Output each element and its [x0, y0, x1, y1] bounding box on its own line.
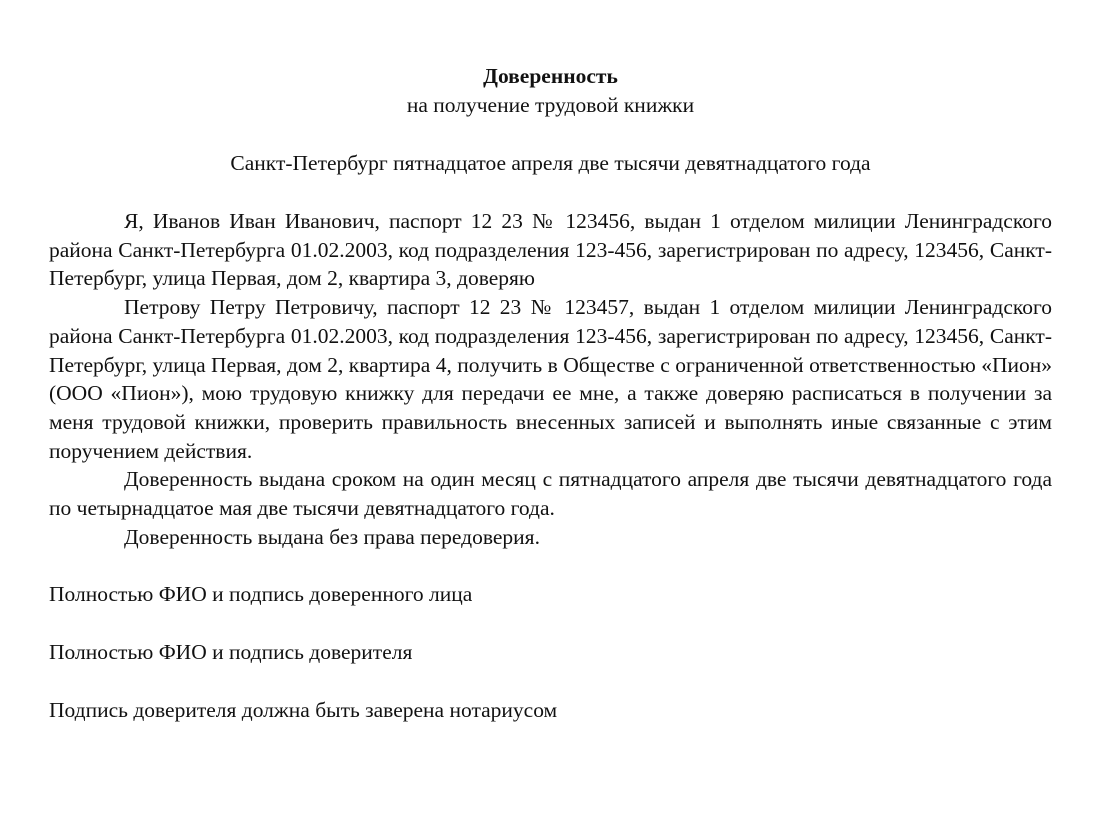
no-substitution-paragraph: Доверенность выдана без права передоверия. [124, 524, 540, 549]
document-title: Доверенность [483, 64, 618, 88]
principal-paragraph: Я, Иванов Иван Иванович, паспорт 12 23 № 123456, выдан 1 отделом милиции Ленинградского района Санкт-Петербурга 01.02.2003, код подразделения 123-456, зарегистрирован по адресу, 123456, Санкт-Петербург, улица Первая, дом 2, квартира 3, доверяю [49, 209, 1052, 291]
representative-signature-line: Полностью ФИО и подпись доверенного лица [49, 582, 473, 607]
document-subtitle: на получение трудовой книжки [406, 93, 695, 117]
notary-note: Подпись доверителя должна быть заверена нотариусом [49, 698, 558, 723]
principal-signature-line: Полностью ФИО и подпись доверителя [49, 640, 413, 665]
validity-paragraph: Доверенность выдана сроком на один месяц с пятнадцатого апреля две тысячи девятнадцатого года по четырнадцатое мая две тысячи девятнадцатого года. [49, 467, 1052, 521]
place-and-date: Санкт-Петербург пятнадцатое апреля две тысячи девятнадцатого года [230, 151, 871, 175]
document-page [49, 62, 1052, 725]
representative-paragraph: Петрову Петру Петровичу, паспорт 12 23 № 123457, выдан 1 отделом милиции Ленинградского района Санкт-Петербурга 01.02.2003, код подразделения 123-456, зарегистрирован по адресу, 123456, Санкт-Петербург, улица Первая, дом 2, квартира 4, получить в Обществе с ограниченной ответственностью «Пион» (ООО «Пион»), мою трудовую книжку для передачи ее мне, а также доверяю расписаться в получении за меня трудовой книжки, проверить правильность внесенных записей и выполнять иные связанные с этим поручением действия. [49, 295, 1052, 463]
